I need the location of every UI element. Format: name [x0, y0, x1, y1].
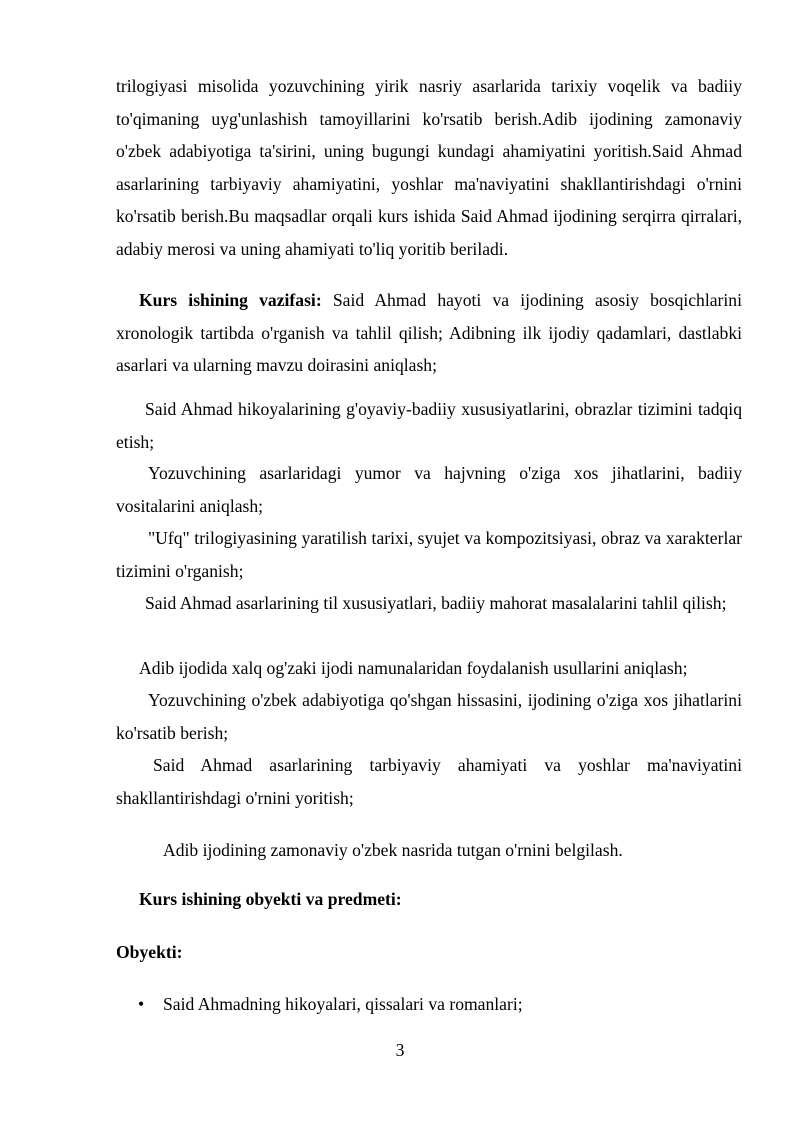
- tasks-paragraph: [116, 284, 742, 382]
- intro-paragraph: trilogiyasi misolida yozuvchining yirik nasriy asarlarida tarixiy voqelik va badiiy to'qimaning uyg'unlashish tamoyillarini ko'rsatib berish.Adib ijodining zamonaviy o'zbek adabiyotiga ta'sirini, uning bugungi kundagi ahamiyatini yoritish.Said Ahmad asarlarining tarbiyaviy ahamiyatini, yoshlar ma'naviyatini shakllantirishdagi o'rnini ko'rsatib berish.Bu maqsadlar orqali kurs ishida Said Ahmad ijodining serqirra qirralari, adabiy merosi va uning ahamiyati to'liq yoritib beriladi.: [116, 76, 742, 259]
- task-item-7: Said Ahmad asarlarining tarbiyaviy ahamiyati va yoshlar ma'naviyatini shakllantirishdagi o'rnini yoritish;: [116, 755, 742, 808]
- task-item-5: Adib ijodida xalq og'zaki ijodi namunalaridan foydalanish usullarini aniqlash;: [139, 658, 688, 678]
- task-item-3: "Ufq" trilogiyasining yaratilish tarixi, syujet va kompozitsiyasi, obraz va xarakterlar tizimini o'rganish;: [116, 528, 742, 581]
- task-item-4: Said Ahmad asarlarining til xususiyatlari, badiiy mahorat masalalarini tahlil qilish;: [145, 593, 727, 613]
- task-item-1: Said Ahmad hikoyalarining g'oyaviy-badiiy xususiyatlarini, obrazlar tizimini tadqiq etish;: [116, 399, 742, 452]
- list-item: [116, 988, 742, 1021]
- tasks-text: Said Ahmad hayoti va ijodining asosiy bosqichlarini xronologik tartibda o'rganish va tahlil qilish; Adibning ilk ijodiy qadamlari, dastlabki asarlari va ularning mavzu doirasini aniqlash;: [116, 290, 742, 375]
- task-item-2: Yozuvchining asarlaridagi yumor va hajvning o'ziga xos jihatlarini, badiiy vositalarini aniqlash;: [116, 463, 742, 516]
- task-item-6: Yozuvchining o'zbek adabiyotiga qo'shgan hissasini, ijodining o'ziga xos jihatlarini ko'rsatib berish;: [116, 690, 742, 743]
- bullet-icon: •: [138, 994, 145, 1014]
- list-item-text: Said Ahmadning hikoyalari, qissalari va romanlari;: [163, 994, 523, 1014]
- object-label: Obyekti:: [116, 942, 183, 962]
- tasks-heading: Kurs ishining vazifasi:: [139, 290, 322, 310]
- page-number: 3: [395, 1040, 405, 1060]
- task-item-8: Adib ijodining zamonaviy o'zbek nasrida tutgan o'rnini belgilash.: [163, 840, 623, 860]
- object-heading: Kurs ishining obyekti va predmeti:: [139, 889, 402, 909]
